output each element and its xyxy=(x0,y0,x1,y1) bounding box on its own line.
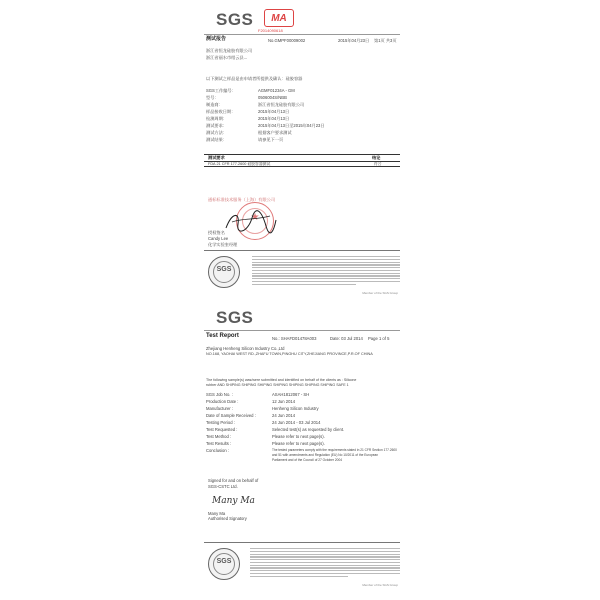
row-value: 根据客户要求测试 xyxy=(258,130,292,135)
report-number: No.GMPF00009002 xyxy=(268,38,306,43)
row-value: The tested parameters comply with the requirements stated in 21 CFR Section 177.2600 xyxy=(272,448,397,452)
row-label: 测试要求： xyxy=(206,123,227,128)
row-label: SGS Job No. : xyxy=(206,392,233,397)
row-label: Testing Period : xyxy=(206,420,235,425)
report-date: Date: 03 Jul 2014 xyxy=(330,336,363,341)
signed-for-line: Signed for and on behalf of xyxy=(208,478,259,483)
sgs-logo: SGS xyxy=(216,10,254,29)
row-label: 测试结果： xyxy=(206,137,227,142)
row-value: 0506004S/NBB xyxy=(258,95,287,100)
sgs-seal: SGS xyxy=(208,256,240,288)
sign-authority-label: 授权签名 xyxy=(208,230,225,235)
footer-divider xyxy=(204,250,400,251)
intro-text: 以下测试之样品是由申请者所提供及确认：硅胶容器 xyxy=(206,76,303,81)
intro-text-2: rubber AND SHIPING SHIPING SHIPING SHIPING SHIPING SHIPING SHIPING SAFE 1 xyxy=(206,383,349,387)
report-sheet-english xyxy=(196,302,408,594)
report-sheet-chinese xyxy=(196,4,408,297)
header-divider xyxy=(204,34,400,35)
row-value: 12 Jun 2014 xyxy=(272,399,296,404)
row-value: ASAH1812067 - SH xyxy=(272,392,310,397)
row-value: Henheng Silicon Industry xyxy=(272,406,319,411)
signer-name: Candy Lee xyxy=(208,236,229,241)
signature-text: Many Ma xyxy=(212,496,255,506)
row-label: Test Method : xyxy=(206,434,232,439)
table-row-item: FDA 21 CFR 177.2600 硅胶容器测试 xyxy=(208,161,271,166)
row-label: 测试方法： xyxy=(206,130,227,135)
row-value: Please refer to next page(s). xyxy=(272,441,325,446)
row-value: 24 Jun 2014 xyxy=(272,413,296,418)
company-sign-line: 通标标准技术服务（上海）有限公司 xyxy=(208,197,276,202)
row-value: 2015年04月13日 xyxy=(258,116,290,121)
report-title: Test Report xyxy=(206,333,239,339)
table-header-conclusion: 结论 xyxy=(372,155,381,160)
row-label: Production Date : xyxy=(206,399,239,404)
conclusion-line-2: and 51 with amendments and Regulation (EU) No 10/2011 of the European xyxy=(272,453,379,457)
sgs-logo: SGS xyxy=(216,308,254,327)
report-title: 测试报告 xyxy=(206,36,227,42)
star-icon: ★ xyxy=(250,212,260,223)
signer-name: Many Ma xyxy=(208,511,226,516)
row-value: 24 Jun 2014 - 03 Jul 2014 xyxy=(272,420,321,425)
report-date: 2015年04月23日 xyxy=(338,38,370,43)
fine-print-block xyxy=(250,548,400,579)
row-value: Selected test(s) as requested by client. xyxy=(272,427,345,432)
company-address: NO.168, YAOHAI WEST RD.,ZHAFU TOWN,PINGHU CITY,ZHEJIANG PROVINCE,P.R.OF CHINA xyxy=(206,352,373,356)
row-value: 浙江省恒龙硅胶有限公司 xyxy=(258,102,305,107)
signature-graphic xyxy=(222,208,278,236)
footer-note: Member of the SGS Group xyxy=(362,291,398,295)
row-value: AGMF01234A - GM xyxy=(258,88,295,93)
row-label: 型号： xyxy=(206,95,219,100)
footer-note: Member of the SGS Group xyxy=(362,583,398,587)
sgs-seal: SGS xyxy=(208,548,240,580)
ma-code: F2014090618 xyxy=(258,28,283,33)
report-page: 第1页 共3页 xyxy=(374,38,397,43)
header-divider xyxy=(204,330,400,331)
ma-certification-mark: MA xyxy=(264,9,294,27)
row-label: 检测周期： xyxy=(206,116,227,121)
row-label: Test Requested : xyxy=(206,427,238,432)
fine-print-block xyxy=(252,256,400,287)
row-label: 样品接收日期： xyxy=(206,109,236,114)
row-label: Conclusion : xyxy=(206,448,230,453)
row-value: 2015年04月13日 xyxy=(258,109,290,114)
company-name: Zhejiang Henheng Silicon Industry Co.,Ltd xyxy=(206,346,285,351)
signed-company: SGS-CSTC Ltd. xyxy=(208,484,238,489)
row-label: 制造商： xyxy=(206,102,223,107)
row-label: SGS工作编号： xyxy=(206,88,236,93)
footer-divider xyxy=(204,542,400,543)
row-label: Date of Sample Received : xyxy=(206,413,256,418)
row-value: 请参见下一页 xyxy=(258,137,284,142)
row-value: 2015年04月13日至2015年04月23日 xyxy=(258,123,325,128)
report-page: Page 1 of 5 xyxy=(368,336,390,341)
applicant-address: 浙江省丽水市缙云县... xyxy=(206,55,248,60)
table-row-result: 符合 xyxy=(374,161,382,166)
table-header-label: 测试要求 xyxy=(208,155,225,160)
signer-role: 化学实验室经理 xyxy=(208,242,238,247)
row-value: Please refer to next page(s). xyxy=(272,434,325,439)
signer-role: Authorised Signatory xyxy=(208,516,247,521)
row-label: Test Results : xyxy=(206,441,232,446)
conclusion-line-3: Parliament and of the Council of 27 October 2004 xyxy=(272,458,342,462)
row-label: Manufacturer : xyxy=(206,406,233,411)
intro-text-1: The following sample(s) was/were submitted and identified on behalf of the clients as : Silicone xyxy=(206,378,357,382)
report-number: No.: SHAFD01478A003 xyxy=(272,336,317,341)
applicant-name: 浙江省恒龙硅胶有限公司 xyxy=(206,48,253,53)
